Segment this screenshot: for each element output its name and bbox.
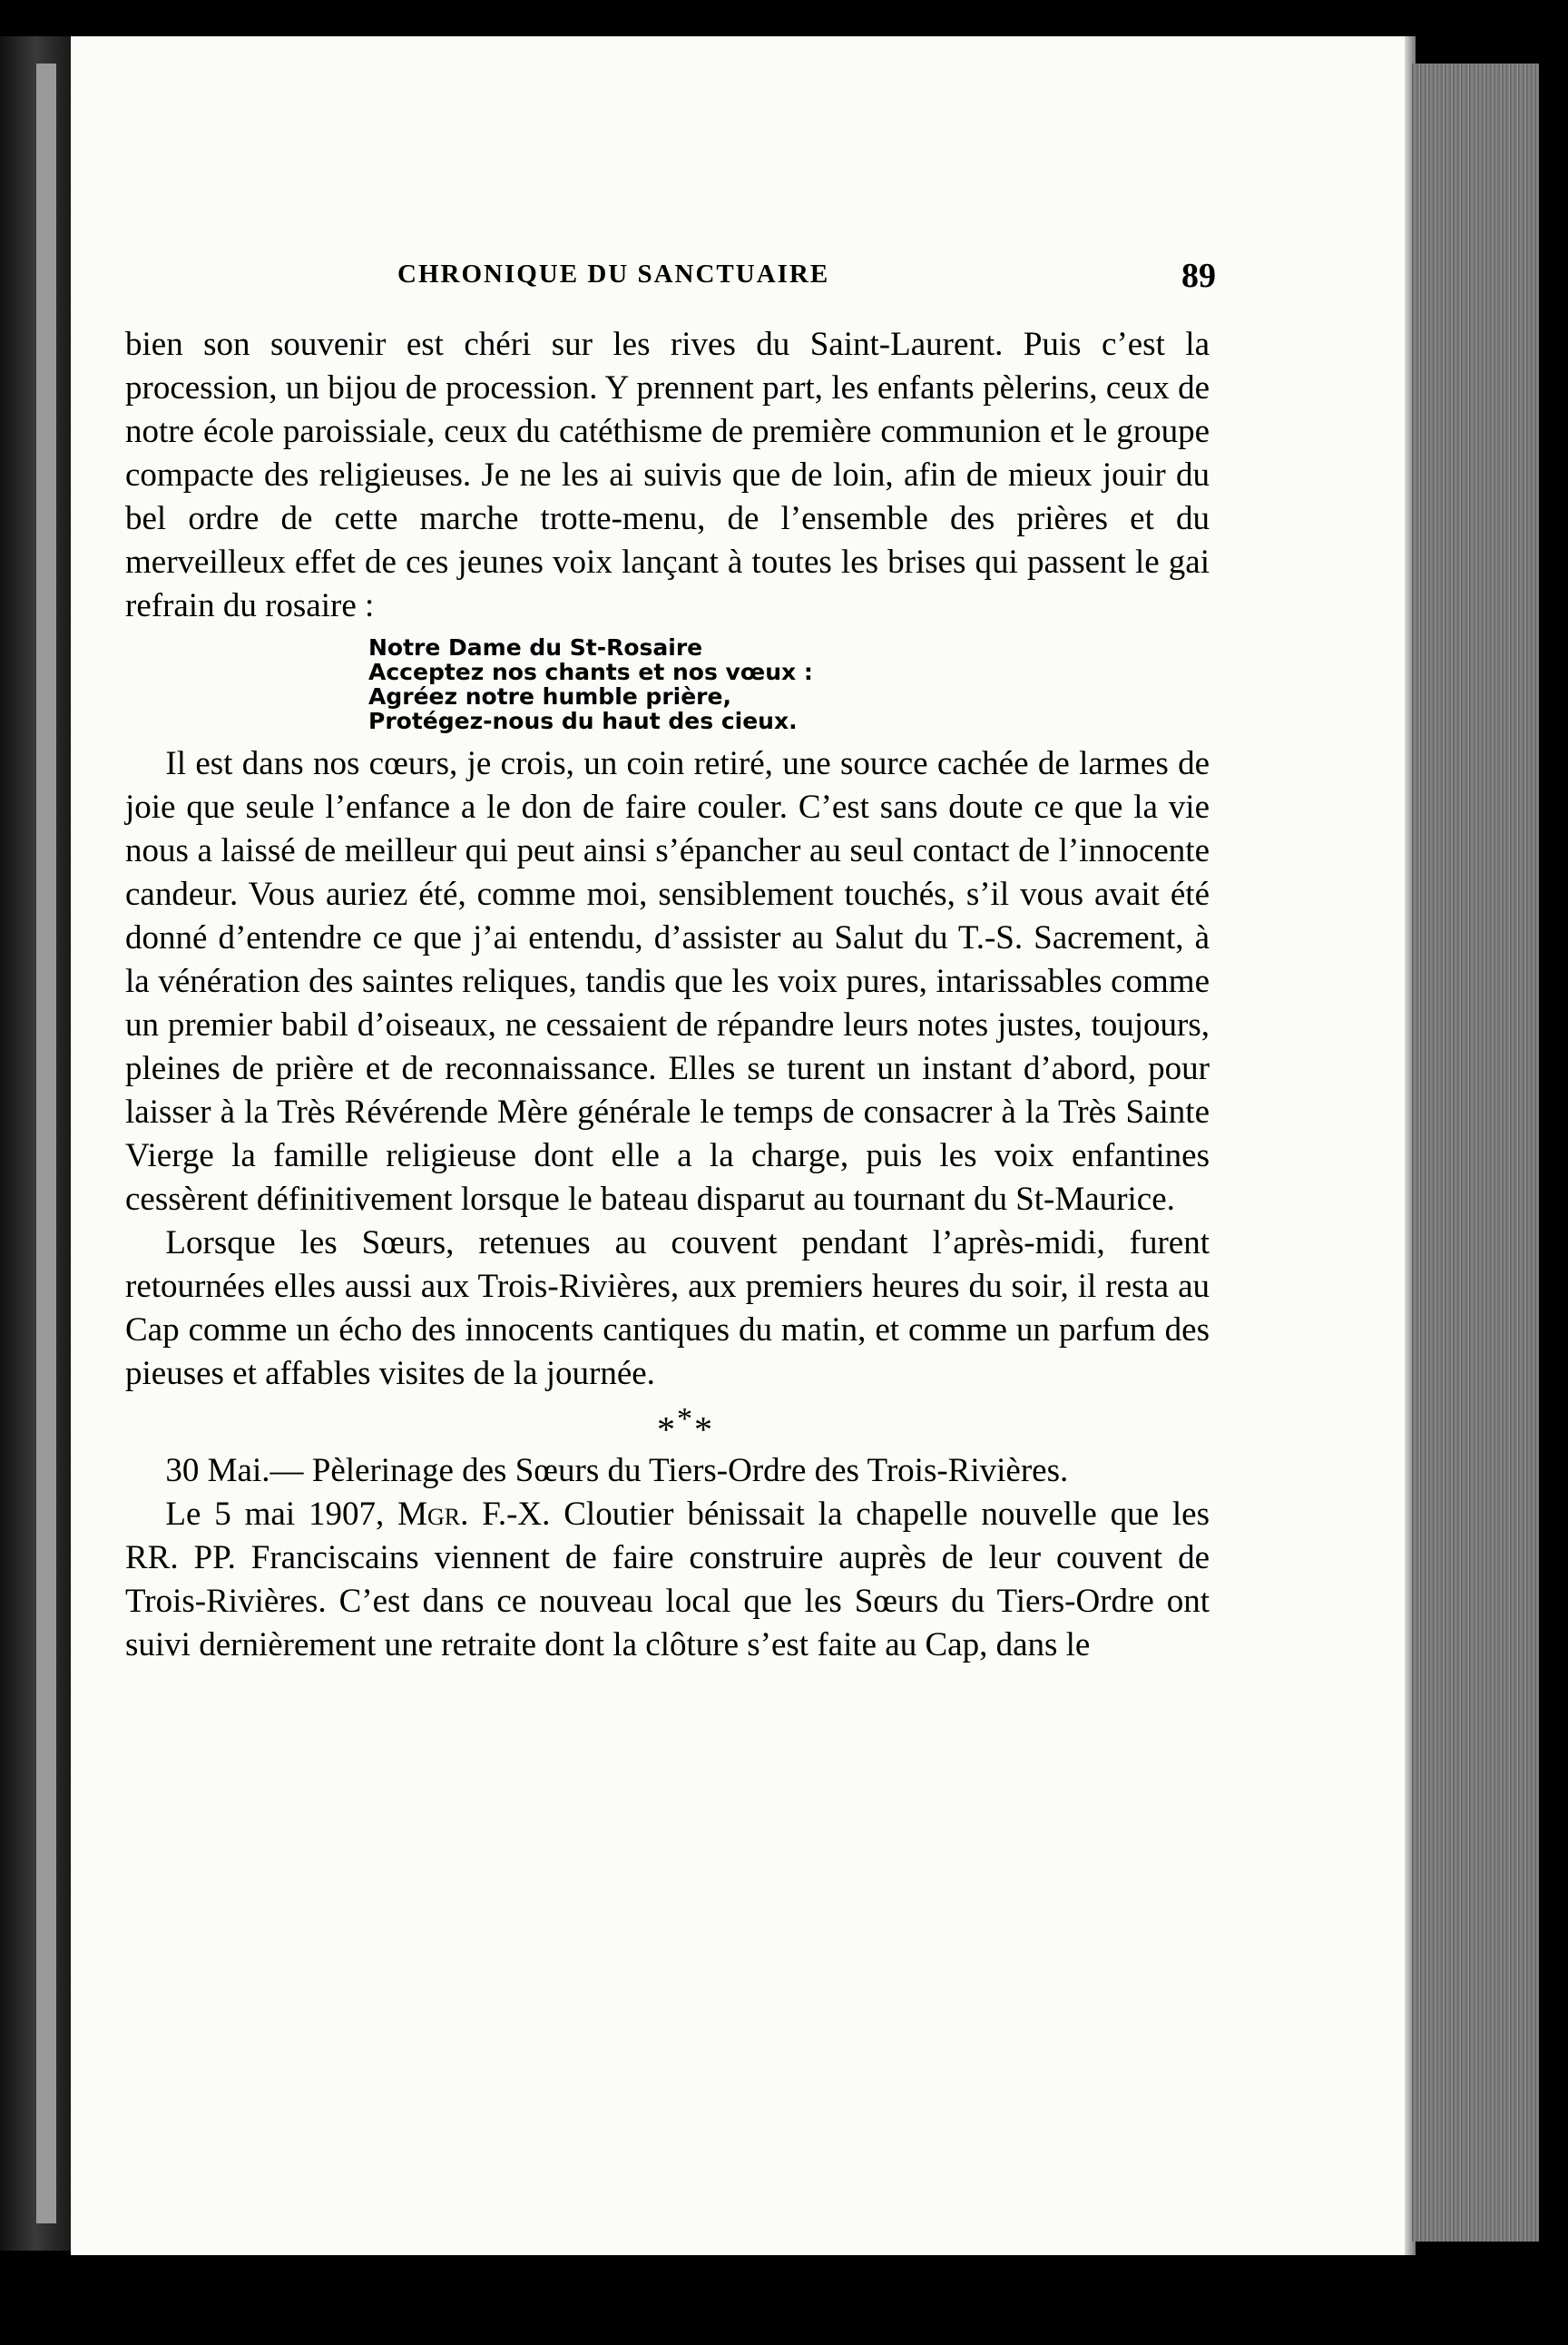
asterism-separator (125, 1396, 1210, 1453)
page-header (397, 257, 1216, 296)
verse-line-3: Agréez notre humble prière, (368, 683, 731, 710)
paragraph-5-title: Mgr. (397, 1496, 469, 1534)
verse-line-1: Notre Dame du St-Rosaire (368, 634, 703, 661)
paragraph-2: Il est dans nos cœurs, je crois, un coin retiré, une source cachée de larmes de joie que seule l’enfance a le don de faire couler. C’est sans doute ce que la vie nous a laissé de meilleur qui peut ainsi s’épancher au seul contact de l’innocente candeur. Vous auriez été, comme moi, sensiblement touchés, s’il vous avait été donné d’entendre ce que j’ai entendu, d’assister au Salut du T.-S. Sacrement, à la vénération des saintes reliques, tandis que les voix pures, intarissables comme un premier babil d’oiseaux, ne cessaient de répandre leurs notes justes, toujours, pleines de prière et de reconnaissance. Elles se turent un instant d’abord, pour laisser à la Très Révérende Mère générale le temps de consacrer à la Très Sainte Vierge la famille religieuse dont elle a la charge, puis les voix enfantines cessèrent définitivement lorsque le bateau disparut au tournant du St-Maurice. (125, 745, 1210, 1218)
book-right-page-stack (1412, 64, 1539, 2242)
verse-block (368, 635, 1210, 733)
book-left-page-strip (36, 64, 56, 2223)
paragraph-5-start: Le 5 mai 1907, (165, 1496, 398, 1534)
paragraph-1: bien son souvenir est chéri sur les rives du Saint-Laurent. Puis c’est la procession, un bijou de procession. Y prennent part, les enfants pèlerins, ceux de notre école paroissiale, ceux du catéthisme de première communion et le groupe compacte des religieuses. Je ne les ai suivis que de loin, afin de mieux jouir du bel ordre de cette marche trotte-menu, de l’ensemble des prières et du merveilleux effet de ces jeunes voix lançant à toutes les brises qui passent le gai refrain du rosaire : (125, 326, 1210, 624)
asterism-left: * (657, 1408, 677, 1450)
paragraph-5 (125, 1493, 1210, 1667)
asterism-right: * (694, 1408, 714, 1450)
paragraph-3: Lorsque les Sœurs, retenues au couvent pendant l’après-midi, furent retournées elles aussi aux Trois-Rivières, aux premiers heures du soir, il resta au Cap comme un écho des innocents cantiques du matin, et comme un parfum des pieuses et affables visites de la journée. (125, 1224, 1210, 1392)
running-head: CHRONIQUE DU SANCTUAIRE (397, 260, 830, 289)
paragraph-4: 30 Mai.— Pèlerinage des Sœurs du Tiers-Ordre des Trois-Rivières. (165, 1452, 1069, 1490)
page-number: 89 (1181, 257, 1216, 295)
page-body (125, 323, 1210, 1667)
book-left-edge (0, 36, 71, 2251)
paragraph-5-rest: F.-X. Cloutier bénissait la chapelle nouvelle que les RR. PP. Franciscains viennent de faire construire auprès de leur couvent de Trois-Rivières. C’est dans ce nouveau local que les Sœurs du Tiers-Ordre ont suivi dernièrement une retraite dont la clôture s’est faite au Cap, dans le (125, 1496, 1210, 1664)
verse-line-4: Protégez-nous du haut des cieux. (368, 708, 798, 734)
verse-line-2: Acceptez nos chants et nos vœux : (368, 659, 813, 685)
asterism-top: * (677, 1402, 694, 1436)
